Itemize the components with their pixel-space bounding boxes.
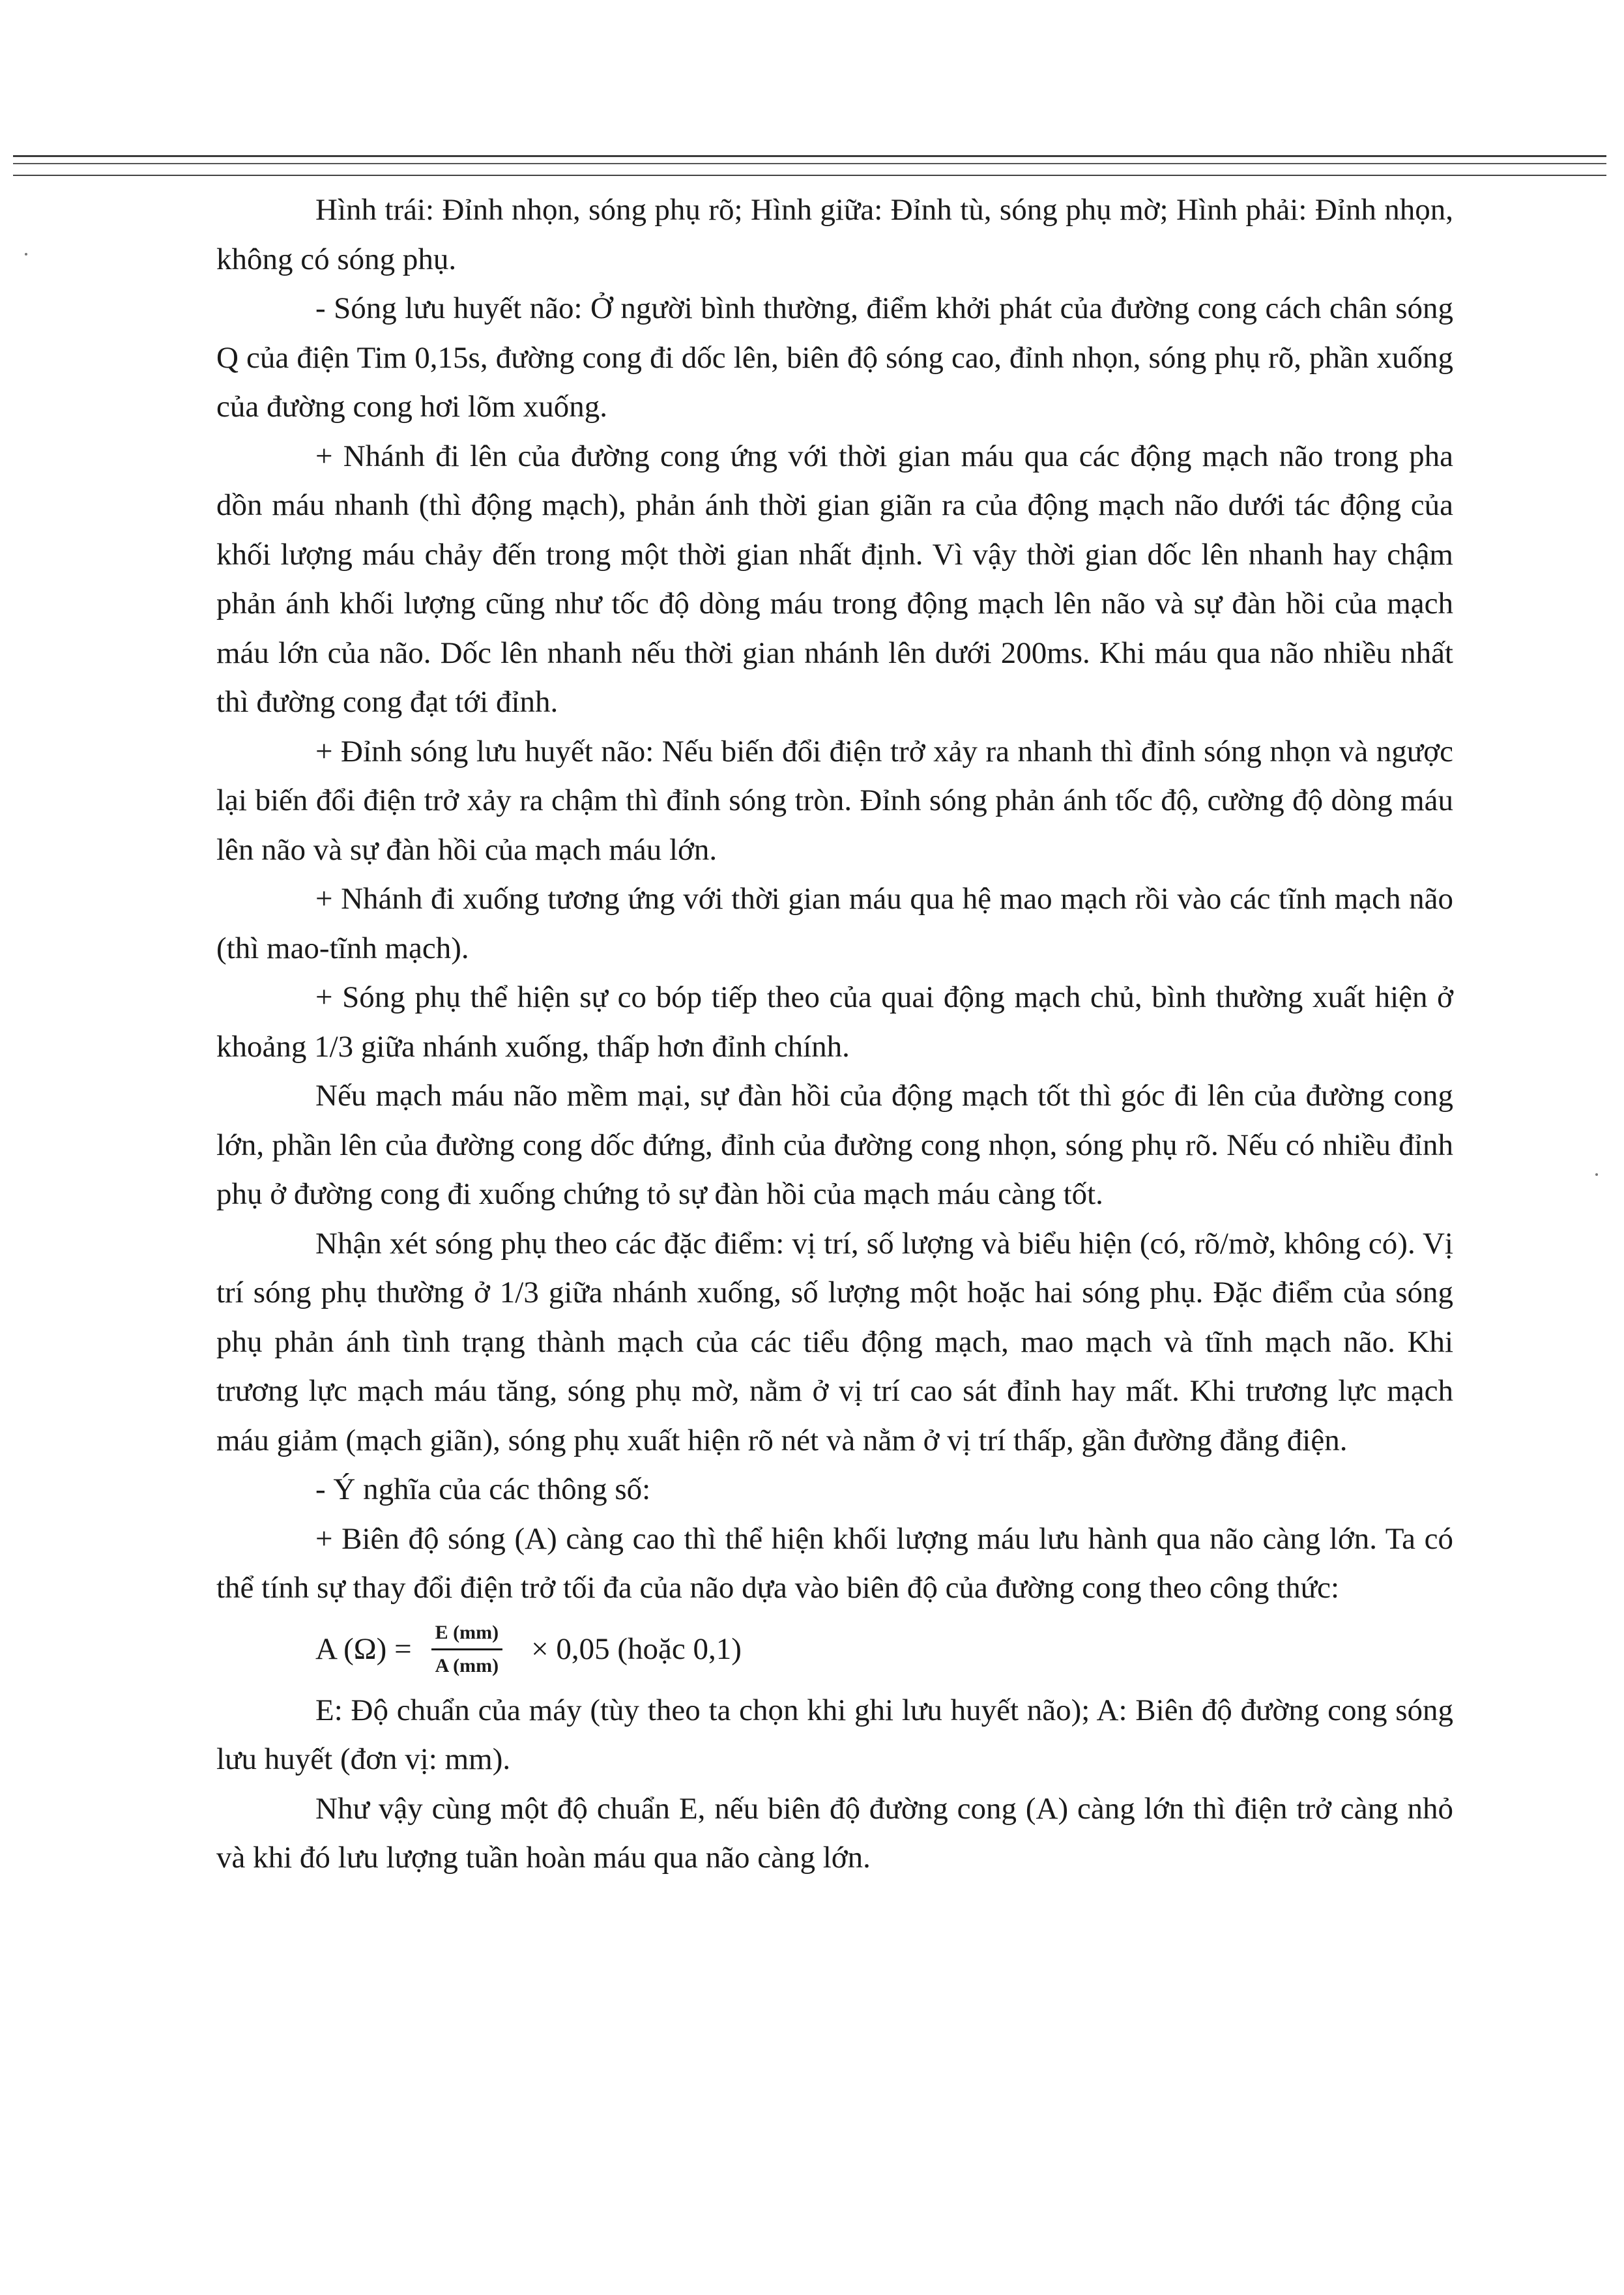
- scan-speck: [25, 253, 27, 256]
- paragraph: Như vậy cùng một độ chuẩn E, nếu biên độ đường cong (A) càng lớn thì điện trở càng nhỏ và khi đó lưu lượng tuần hoàn máu qua não càng lớn.: [216, 1791, 1453, 1875]
- formula-fraction: [431, 1620, 502, 1679]
- paragraph: + Nhánh đi lên của đường cong ứng với thời gian máu qua các động mạch não trong pha dồn máu nhanh (thì động mạch), phản ánh thời gian giãn ra của động mạch não dưới tác động của khối lượng máu chảy đến trong một thời gian nhất định. Vì vậy thời gian dốc lên nhanh hay chậm phản ánh khối lượng cũng như tốc độ dòng máu trong động mạch lên não và sự đàn hồi của mạch máu lớn của não. Dốc lên nhanh nếu thời gian nhánh lên dưới 200ms. Khi máu qua não nhiều nhất thì đường cong đạt tới đỉnh.: [216, 439, 1453, 719]
- paragraph: Hình trái: Đỉnh nhọn, sóng phụ rõ; Hình giữa: Đỉnh tù, sóng phụ mờ; Hình phải: Đỉnh nhọn, không có sóng phụ.: [216, 193, 1453, 276]
- paragraph: Nhận xét sóng phụ theo các đặc điểm: vị trí, số lượng và biểu hiện (có, rõ/mờ, không có). Vị trí sóng phụ thường ở 1/3 giữa nhánh xuống, số lượng một hoặc hai sóng phụ. Đặc điểm của sóng phụ phản ánh tình trạng thành mạch của các tiểu động mạch, mao mạch và tĩnh mạch não. Khi trương lực mạch máu tăng, sóng phụ mờ, nằm ở vị trí cao sát đỉnh hay mất. Khi trương lực mạch máu giảm (mạch giãn), sóng phụ xuất hiện rõ nét và nằm ở vị trí thấp, gần đường đẳng điện.: [216, 1226, 1453, 1457]
- paragraph: - Ý nghĩa của các thông số:: [315, 1472, 651, 1506]
- paragraph: + Nhánh đi xuống tương ứng với thời gian máu qua hệ mao mạch rồi vào các tĩnh mạch não (thì mao-tĩnh mạch).: [216, 882, 1453, 965]
- header-rule-top: [13, 155, 1606, 157]
- formula-rhs: × 0,05 (hoặc 0,1): [531, 1631, 742, 1666]
- paragraph: - Sóng lưu huyết não: Ở người bình thường, điểm khởi phát của đường cong cách chân sóng Q của điện Tim 0,15s, đường cong đi dốc lên, biên độ sóng cao, đỉnh nhọn, sóng phụ rõ, phần xuống của đường cong hơi lõm xuống.: [216, 291, 1453, 424]
- formula-lhs: A (Ω) =: [315, 1631, 412, 1666]
- scan-speck: [1595, 1173, 1598, 1176]
- paragraph: Nếu mạch máu não mềm mại, sự đàn hồi của động mạch tốt thì góc đi lên của đường cong lớn, phần lên của đường cong dốc đứng, đỉnh của đường cong nhọn, sóng phụ rõ. Nếu có nhiều đỉnh phụ ở đường cong đi xuống chứng tỏ sự đàn hồi của mạch máu càng tốt.: [216, 1079, 1453, 1211]
- amplitude-formula: [216, 1613, 1453, 1686]
- header-rule-middle: [13, 163, 1606, 164]
- formula-numerator: E (mm): [431, 1620, 502, 1650]
- paragraph: E: Độ chuẩn của máy (tùy theo ta chọn khi ghi lưu huyết não); A: Biên độ đường cong sóng lưu huyết (đơn vị: mm).: [216, 1693, 1453, 1776]
- paragraph: + Sóng phụ thể hiện sự co bóp tiếp theo của quai động mạch chủ, bình thường xuất hiện ở khoảng 1/3 giữa nhánh xuống, thấp hơn đỉnh chính.: [216, 980, 1453, 1064]
- paragraph: + Đỉnh sóng lưu huyết não: Nếu biến đổi điện trở xảy ra nhanh thì đỉnh sóng nhọn và ngược lại biến đổi điện trở xảy ra chậm thì đỉnh sóng tròn. Đỉnh sóng phản ánh tốc độ, cường độ dòng máu lên não và sự đàn hồi của mạch máu lớn.: [216, 734, 1453, 867]
- formula-denominator: A (mm): [435, 1655, 499, 1676]
- header-rule-bottom: [13, 175, 1606, 176]
- paragraph: + Biên độ sóng (A) càng cao thì thể hiện khối lượng máu lưu hành qua não càng lớn. Ta có thể tính sự thay đổi điện trở tối đa của não dựa vào biên độ của đường cong theo công thức:: [216, 1521, 1453, 1605]
- page-body: [216, 186, 1453, 1883]
